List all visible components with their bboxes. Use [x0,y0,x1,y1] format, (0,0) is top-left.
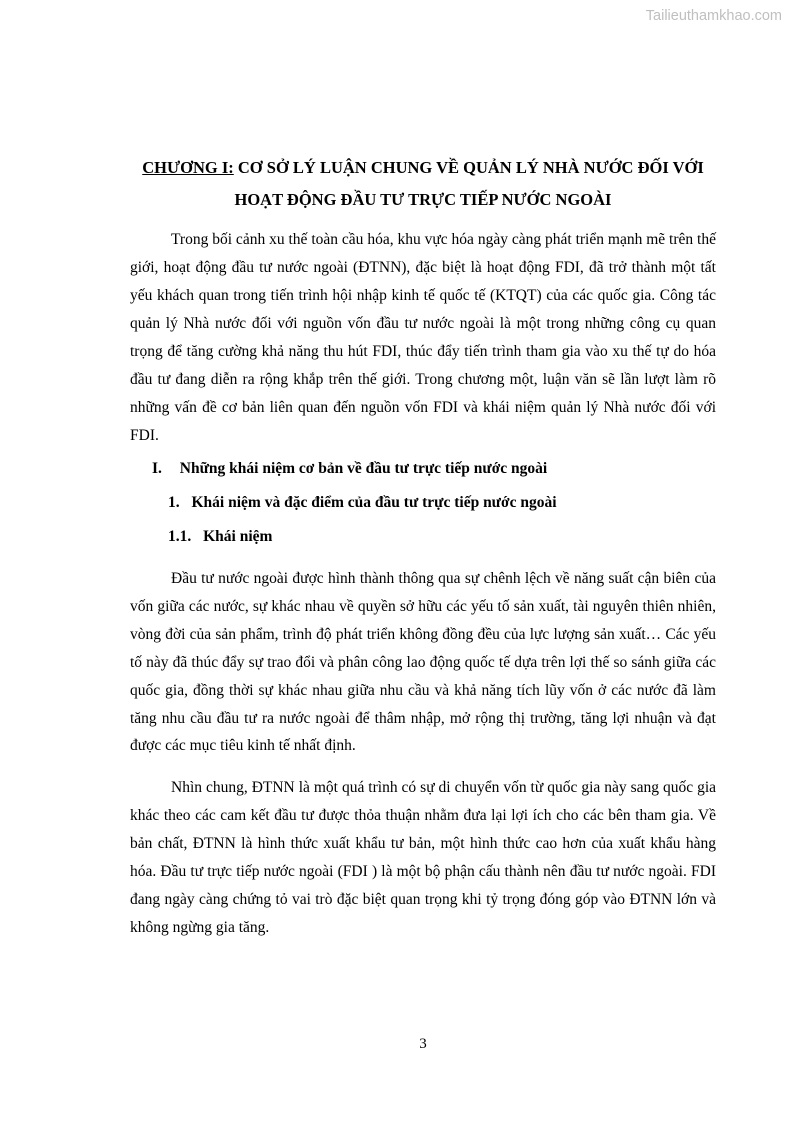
heading-section-I-marker: I. [152,460,162,478]
page-number: 3 [419,1036,427,1052]
heading-section-1-1 [130,523,716,551]
heading-section-1-text: Khái niệm và đặc điểm của đầu tư trực tiếp nước ngoài [191,494,557,512]
heading-section-I-text: Những khái niệm cơ bản về đầu tư trực tiếp nước ngoài [179,460,548,478]
chapter-title-line1-text: CƠ SỞ LÝ LUẬN CHUNG VỀ QUẢN LÝ NHÀ NƯỚC ĐỐI VỚI [237,158,704,177]
heading-section-1-1-marker: 1.1. [168,528,192,546]
chapter-title-line2: HOẠT ĐỘNG ĐẦU TƯ TRỰC TIẾP NƯỚC NGOÀI [234,190,612,210]
watermark-text: Tailieuthamkhao.com [645,8,782,24]
heading-section-1 [130,489,716,517]
chapter-label: CHƯƠNG I: [142,158,234,177]
paragraph-intro: Trong bối cảnh xu thế toàn cầu hóa, khu vực hóa ngày càng phát triển mạnh mẽ trên thế giới, hoạt động đầu tư nước ngoài (ĐTNN), đặc biệt là hoạt động FDI, đã trở thành một tất yếu khách quan trong tiến trình hội nhập kinh tế quốc tế (KTQT) của các quốc gia. Công tác quản lý Nhà nước đối với nguồn vốn đầu tư nước ngoài là một trong những công cụ quan trọng để tăng cường khả năng thu hút FDI, thúc đẩy tiến trình tham gia vào xu thế tự do hóa đầu tư đang diễn ra rộng khắp trên thế giới. Trong chương một, luận văn sẽ lần lượt làm rõ những vấn đề cơ bản liên quan đến nguồn vốn FDI và khái niệm quản lý Nhà nước đối với FDI. [130,231,716,444]
chapter-title [130,152,716,216]
heading-section-1-1-text: Khái niệm [203,528,273,546]
document-content [130,152,716,942]
chapter-title-line1 [130,152,716,184]
paragraph-definition: Đầu tư nước ngoài được hình thành thông qua sự chênh lệch về năng suất cận biên của vốn giữa các nước, sự khác nhau về quyền sở hữu các yếu tố sản xuất, tài nguyên thiên nhiên, vòng đời của sản phẩm, trình độ phát triển không đồng đều của lực lượng sản xuất… Các yếu tố này đã thúc đẩy sự trao đổi và phân công lao động quốc tế dựa trên lợi thế so sánh giữa các quốc gia, đồng thời sự khác nhau giữa nhu cầu và khả năng tích lũy vốn ở các nước đã làm tăng nhu cầu đầu tư ra nước ngoài để thâm nhập, mở rộng thị trường, tăng lợi nhuận và đạt được các mục tiêu kinh tế nhất định. [130,570,716,755]
heading-section-I [130,455,716,483]
paragraph-summary: Nhìn chung, ĐTNN là một quá trình có sự di chuyển vốn từ quốc gia này sang quốc gia khác theo các cam kết đầu tư được thỏa thuận nhằm đưa lại lợi ích cho các bên tham gia. Về bản chất, ĐTNN là hình thức xuất khẩu tư bản, một hình thức cao hơn của xuất khẩu hàng hóa. Đầu tư trực tiếp nước ngoài (FDI ) là một bộ phận cấu thành nên đầu tư nước ngoài. FDI đang ngày càng chứng tỏ vai trò đặc biệt quan trọng khi tỷ trọng đóng góp vào ĐTNN lớn và không ngừng gia tăng. [130,779,716,936]
heading-section-1-marker: 1. [168,494,180,512]
